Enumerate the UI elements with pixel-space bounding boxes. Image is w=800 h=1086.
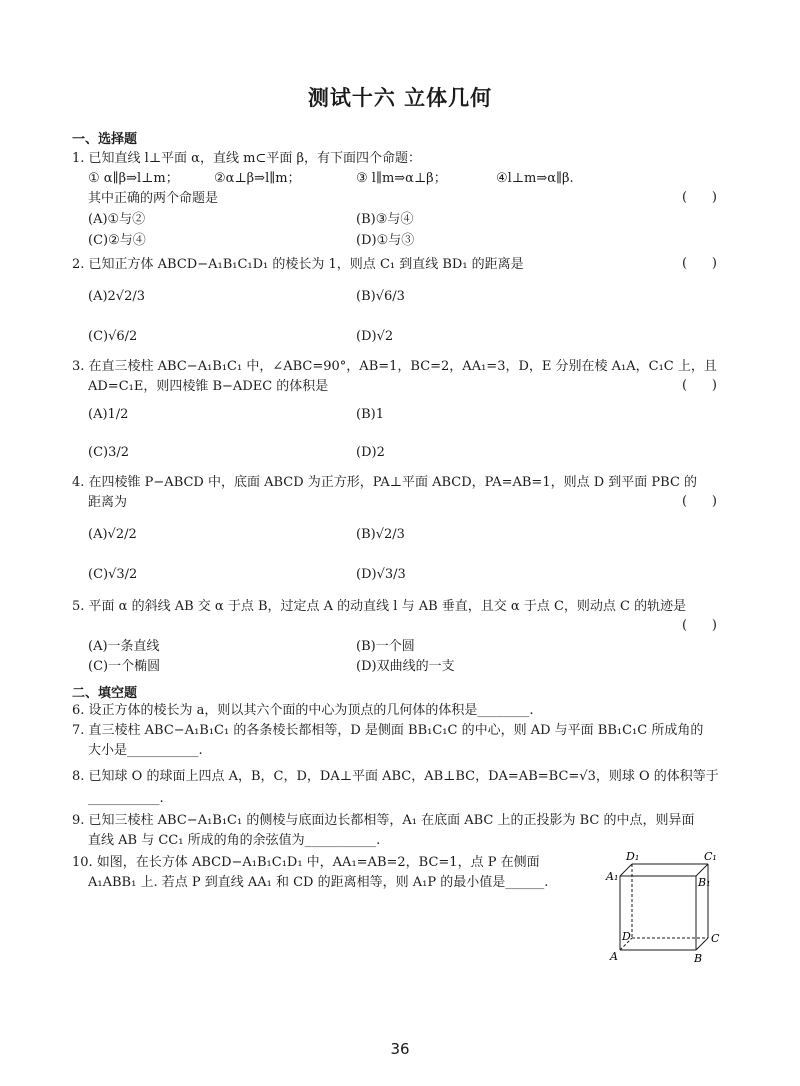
q1-stem: 1. 已知直线 l⊥平面 α，直线 m⊂平面 β，有下面四个命题： <box>72 151 421 166</box>
q2-option-c: (C)√6/2 <box>88 329 138 344</box>
section-heading-fill: 二、填空题 <box>72 686 138 701</box>
label-d: D <box>622 930 631 943</box>
edge-b-c <box>696 938 708 950</box>
q10-stem-cont: A₁ABB₁ 上. 若点 P 到直线 AA₁ 和 CD 的距离相等，则 A₁P 的最小值是______. <box>88 875 549 890</box>
q2-stem: 2. 已知正方体 ABCD−A₁B₁C₁D₁ 的棱长为 1，则点 C₁ 到直线 BD₁ 的距离是 <box>72 257 524 272</box>
q3-option-a: (A)1/2 <box>88 407 129 422</box>
label-b: B <box>694 952 703 965</box>
q1-option-a: (A)①与② <box>88 212 146 227</box>
q1-prop-3: ③ l∥m⇒α⊥β； <box>356 171 447 186</box>
q5-stem: 5. 平面 α 的斜线 AB 交 α 于点 B，过定点 A 的动直线 l 与 AB 垂直，且交 α 于点 C，则动点 C 的轨迹是 <box>72 599 687 614</box>
q2-option-b: (B)√6/3 <box>356 289 405 304</box>
q2-option-d: (D)√2 <box>356 329 394 344</box>
q5-answer-bracket: ( ) <box>682 618 717 633</box>
section-heading-choice: 一、选择题 <box>72 132 138 147</box>
q4-option-d: (D)√3/3 <box>356 567 406 582</box>
label-c: C <box>711 932 720 945</box>
q3-answer-bracket: ( ) <box>682 378 717 393</box>
label-c1: C₁ <box>704 850 717 863</box>
edge-b1-c1 <box>696 864 708 876</box>
q3-option-c: (C)3/2 <box>88 445 130 460</box>
q2-option-a: (A)2√2/3 <box>88 289 146 304</box>
label-d1: D₁ <box>626 850 640 863</box>
q3-option-d: (D)2 <box>356 445 385 460</box>
q1-prop-2: ②α⊥β⇒l∥m； <box>214 171 301 186</box>
q1-prop-1: ① α∥β⇒l⊥m； <box>88 171 179 186</box>
q9-stem-cont: 直线 AB 与 CC₁ 所成的角的余弦值为___________. <box>88 833 381 848</box>
q4-option-a: (A)√2/2 <box>88 527 137 542</box>
q5-option-c: (C)一个椭圆 <box>88 659 161 674</box>
q4-option-c: (C)√3/2 <box>88 567 138 582</box>
q4-answer-bracket: ( ) <box>682 494 717 509</box>
q2-answer-bracket: ( ) <box>682 256 717 271</box>
q1-option-c: (C)②与④ <box>88 233 146 248</box>
q1-prop-4: ④l⊥m⇒α∥β. <box>496 171 574 186</box>
q4-stem: 4. 在四棱锥 P−ABCD 中，底面 ABCD 为正方形，PA⊥平面 ABCD，PA=AB=1，则点 D 到平面 PBC 的 <box>72 475 698 490</box>
q7-stem-cont: 大小是___________. <box>88 743 203 758</box>
page-number: 36 <box>390 1040 410 1058</box>
q1-answer-bracket: ( ) <box>682 190 717 205</box>
q4-option-b: (B)√2/3 <box>356 527 405 542</box>
label-a1: A₁ <box>606 870 619 883</box>
q1-option-d: (D)①与③ <box>356 233 415 248</box>
edge-a1-d1 <box>620 864 632 876</box>
q9-stem: 9. 已知三棱柱 ABC−A₁B₁C₁ 的侧棱与底面边长都相等，A₁ 在底面 ABC 上的正投影为 BC 的中点，则异面 <box>72 813 695 828</box>
q5-option-a: (A)一条直线 <box>88 639 160 654</box>
q10-stem: 10. 如图，在长方体 ABCD−A₁B₁C₁D₁ 中，AA₁=AB=2，BC=1，点 P 在侧面 <box>72 855 540 870</box>
q1-ask: 其中正确的两个命题是 <box>88 191 219 206</box>
label-a: A <box>610 950 618 963</box>
q8-stem-cont: ___________. <box>88 791 164 806</box>
label-b1: B₁ <box>698 876 711 889</box>
cuboid-figure <box>600 848 730 968</box>
q8-stem: 8. 已知球 O 的球面上四点 A，B，C，D，DA⊥平面 ABC，AB⊥BC，DA=AB=BC=√3，则球 O 的体积等于 <box>72 769 719 784</box>
q1-option-b: (B)③与④ <box>356 212 414 227</box>
page-title: 测试十六 立体几何 <box>307 86 493 110</box>
q6-stem: 6. 设正方体的棱长为 a，则以其六个面的中心为顶点的几何体的体积是________. <box>72 703 534 718</box>
q4-stem-cont: 距离为 <box>88 495 128 510</box>
q7-stem: 7. 直三棱柱 ABC−A₁B₁C₁ 的各条棱长都相等，D 是侧面 BB₁C₁C 的中心，则 AD 与平面 BB₁C₁C 所成角的 <box>72 723 704 738</box>
q5-option-b: (B)一个圆 <box>356 639 415 654</box>
q3-stem-cont: AD=C₁E，则四棱锥 B−ADEC 的体积是 <box>88 379 329 394</box>
q5-option-d: (D)双曲线的一支 <box>356 659 455 674</box>
q3-stem: 3. 在直三棱柱 ABC−A₁B₁C₁ 中，∠ABC=90°，AB=1，BC=2，AA₁=3，D，E 分别在棱 A₁A，C₁C 上，且 <box>72 359 717 374</box>
q3-option-b: (B)1 <box>356 407 384 422</box>
